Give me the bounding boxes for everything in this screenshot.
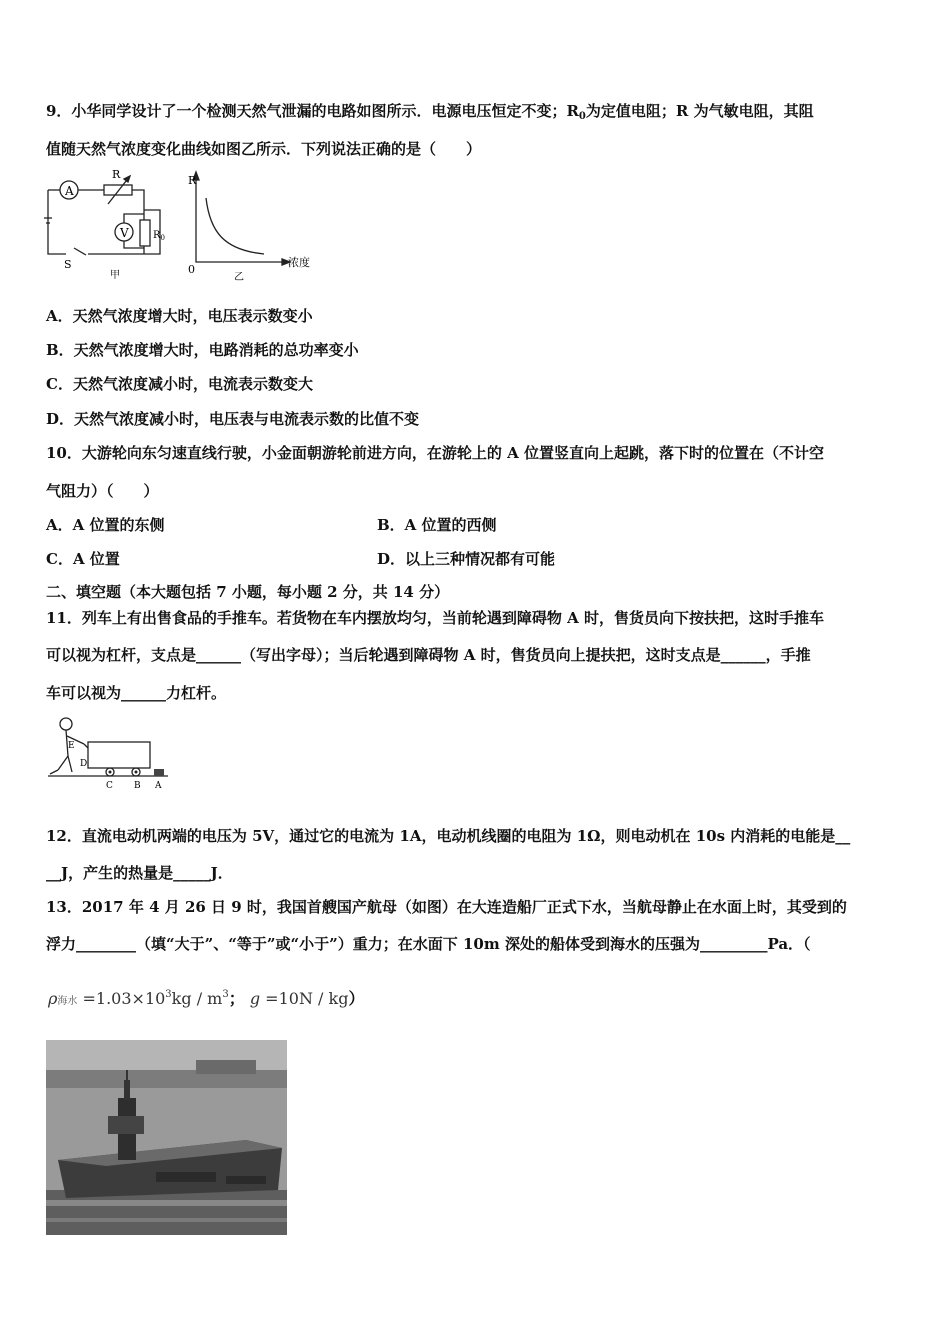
q9-line-2: 值随天然气浓度变化曲线如图乙所示．下列说法正确的是（ ） [46,140,482,158]
label-b: B [134,781,141,791]
q12-line-1: 12．直流电动机两端的电压为 5V，通过它的电流为 1A，电动机线圈的电阻为 1Ω，则电动机在 10s 内消耗的电能是__ [46,827,851,845]
q9-option-b: B．天然气浓度增大时，电路消耗的总功率变小 [46,341,359,359]
q13-line-1: 13．2017 年 4 月 26 日 9 时，我国首艘国产航母（如图）在大连造船厂正式下水，当航母静止在水面上时，其受到的 [46,898,847,916]
label-c: C [106,781,113,791]
q9-option-c: C．天然气浓度减小时，电流表示数变大 [46,375,313,393]
q10-option-d: D．以上三种情况都有可能 [377,550,556,568]
label-a: A [155,781,162,791]
caption-yi: 乙 [234,272,244,282]
q10-option-c: C．A 位置 [46,550,120,568]
q11-line-2: 可以视为杠杆，支点是______（写出字母）；当后轮遇到障碍物 A 时，售货员向上提扶把，这时支点是______，手推 [46,646,811,664]
graph-y-label: R [188,174,197,187]
q10-line-1: 10．大游轮向东匀速直线行驶，小金面朝游轮前进方向，在游轮上的 A 位置竖直向上起跳，落下时的位置在（不计空 [46,444,824,462]
graph-origin: 0 [188,263,195,276]
aircraft-carrier-photo [46,1040,287,1235]
q10-line-2: 气阻力）（ ） [46,482,159,500]
q11-line-1: 11．列车上有出售食品的手推车。若货物在车内摆放均匀，当前轮遇到障碍物 A 时，售货员向下按扶把，这时手推车 [46,609,824,627]
switch-label: S [64,258,72,271]
ammeter-label: A [65,184,74,198]
section-heading: 二、填空题（本大题包括 7 小题，每小题 2 分，共 14 分） [46,583,450,601]
q9-option-a: A．天然气浓度增大时，电压表示数变小 [46,307,313,325]
resistance-concentration-graph [184,170,324,282]
q9-option-d: D．天然气浓度减小时，电压表与电流表示数的比值不变 [46,410,420,428]
cart-diagram [44,712,174,792]
q13-line-2: 浮力________（填“大于”、“等于”或“小于”）重力；在水面下 10m 深处的船体受到海水的压强为_________Pa．（ [46,935,811,953]
q11-line-3: 车可以视为______力杠杆。 [46,684,227,702]
label-d: D [80,759,88,769]
voltmeter-label: V [120,226,129,240]
q10-option-b: B．A 位置的西侧 [377,516,497,534]
caption-jia: 甲 [110,270,120,280]
q10-option-a: A．A 位置的东侧 [46,516,165,534]
circuit-diagram [44,168,168,280]
resistor-r-label: R [112,168,121,181]
q12-line-2: __J，产生的热量是_____J． [46,864,233,882]
q13-formula: ρ海水 $=1.03\times 10^3kg / m^3$； g =10N / kg） [48,989,365,1008]
label-e: E [68,741,75,751]
resistor-r0-label: $R_0$ [153,230,165,242]
graph-x-label: 浓度 [288,256,310,269]
q9-line-1: 9．小华同学设计了一个检测天然气泄漏的电路如图所示．电源电压恒定不变；$R_0$为定值电阻；R 为气敏电阻，其阻 [46,102,814,122]
